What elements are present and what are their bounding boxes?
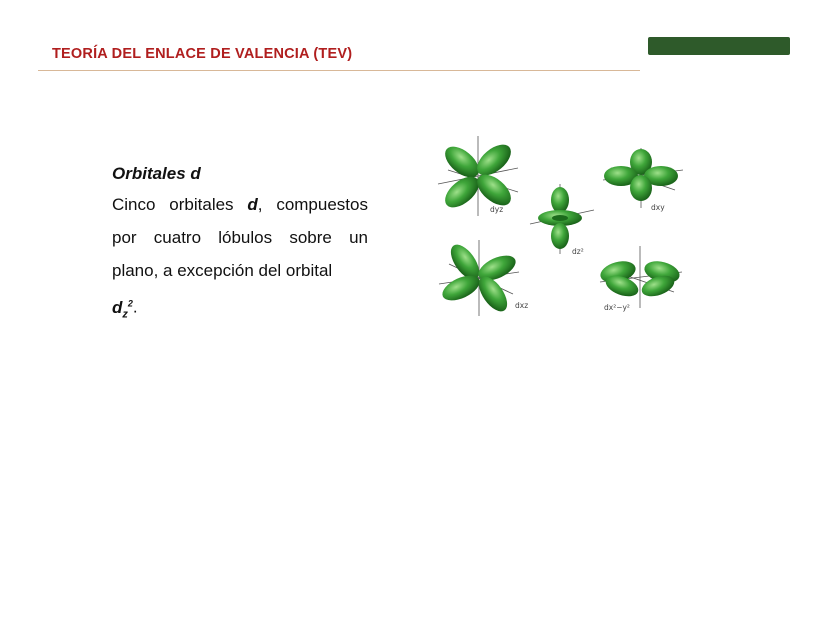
d-orbitals-figure [433,128,688,326]
header-badge [648,37,790,55]
title-underline [38,70,640,71]
para-bold-d: d [247,195,258,214]
dz2-period: . [132,297,138,317]
dz2-label [112,297,133,321]
label-dxz: dxz [515,301,529,310]
label-dxy: dxy [651,203,665,212]
dz2-sup: 2 [127,298,133,308]
orbital-dxz [439,240,529,316]
para-text-rest: , compuestos por cuatro lóbulos sobre un plano, a excepción del orbital [112,195,368,280]
label-dx2y2: dx²−y² [604,303,630,312]
section-heading: Orbitales d [112,164,201,183]
dz2-sub: z [122,308,128,321]
orbital-dyz [438,136,518,216]
description-paragraph [112,188,368,331]
dz2-base: d [112,297,123,317]
orbital-dx2y2 [598,246,682,312]
orbital-dxy [603,148,683,212]
label-dyz: dyz [490,205,504,214]
label-dz2: dz² [572,247,584,256]
text-block [112,160,368,331]
orbital-dz2 [530,184,594,256]
para-text-start: Cinco orbitales [112,195,234,214]
page-title: TEORÍA DEL ENLACE DE VALENCIA (TEV) [52,46,353,62]
